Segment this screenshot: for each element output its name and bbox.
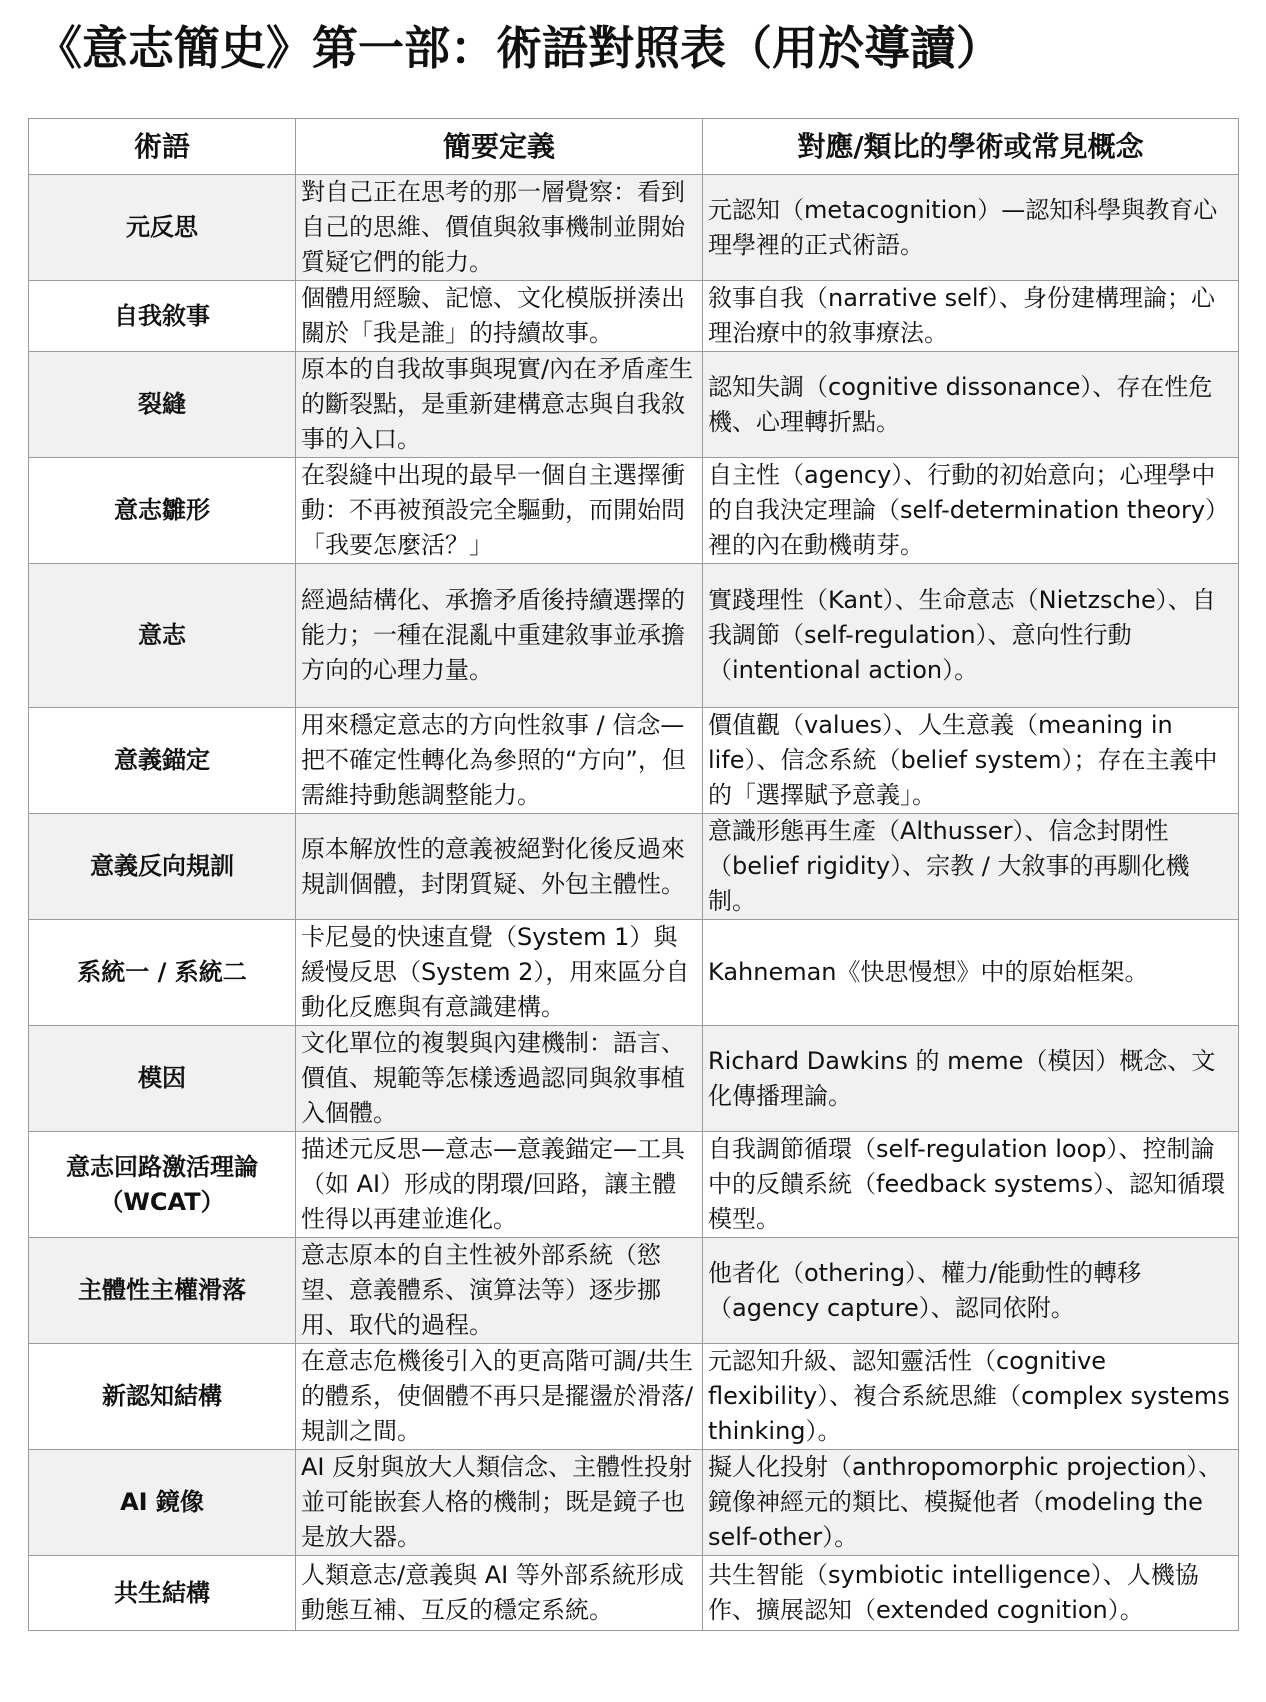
table-header-row [29,119,1239,175]
concept-cell: 意識形態再生產（Althusser）、信念封閉性（belief rigidity）、宗教 / 大敘事的再馴化機制。 [703,814,1239,920]
term-cell: 主體性主權滑落 [29,1238,296,1344]
table-row [29,1026,1239,1132]
table-row [29,175,1239,281]
concept-cell: Richard Dawkins 的 meme（模因）概念、文化傳播理論。 [703,1026,1239,1132]
table-row [29,352,1239,458]
term-cell: 意志回路激活理論（WCAT） [29,1132,296,1238]
term-cell: 意義錨定 [29,708,296,814]
definition-cell: 經過結構化、承擔矛盾後持續選擇的能力；一種在混亂中重建敘事並承擔方向的心理力量。 [296,564,703,708]
term-cell: 自我敘事 [29,281,296,352]
term-cell: 意志 [29,564,296,708]
definition-cell: 意志原本的自主性被外部系統（慾望、意義體系、演算法等）逐步挪用、取代的過程。 [296,1238,703,1344]
table-row [29,1344,1239,1450]
definition-cell: 文化單位的複製與內建機制：語言、價值、規範等怎樣透過認同與敘事植入個體。 [296,1026,703,1132]
definition-cell: 卡尼曼的快速直覺（System 1）與緩慢反思（System 2），用來區分自動化反應與有意識建構。 [296,920,703,1026]
definition-cell: AI 反射與放大人類信念、主體性投射並可能嵌套人格的機制；既是鏡子也是放大器。 [296,1450,703,1556]
concept-cell: 自主性（agency）、行動的初始意向；心理學中的自我決定理論（self-determination theory）裡的內在動機萌芽。 [703,458,1239,564]
concept-cell: 敘事自我（narrative self）、身份建構理論；心理治療中的敘事療法。 [703,281,1239,352]
definition-cell: 描述元反思—意志—意義錨定—工具（如 AI）形成的閉環/回路，讓主體性得以再建並進化。 [296,1132,703,1238]
definition-cell: 對自己正在思考的那一層覺察：看到自己的思維、價值與敘事機制並開始質疑它們的能力。 [296,175,703,281]
term-cell: 系統一 / 系統二 [29,920,296,1026]
term-cell: 意志雛形 [29,458,296,564]
term-cell: AI 鏡像 [29,1450,296,1556]
table-row [29,281,1239,352]
term-cell: 新認知結構 [29,1344,296,1450]
concept-cell: 自我調節循環（self-regulation loop）、控制論中的反饋系統（feedback systems）、認知循環模型。 [703,1132,1239,1238]
definition-cell: 原本解放性的意義被絕對化後反過來規訓個體，封閉質疑、外包主體性。 [296,814,703,920]
table-row [29,564,1239,708]
table-row [29,1450,1239,1556]
concept-cell: 認知失調（cognitive dissonance）、存在性危機、心理轉折點。 [703,352,1239,458]
concept-cell: 共生智能（symbiotic intelligence）、人機協作、擴展認知（extended cognition）。 [703,1556,1239,1631]
term-cell: 意義反向規訓 [29,814,296,920]
concept-cell: 他者化（othering）、權力/能動性的轉移（agency capture）、認同依附。 [703,1238,1239,1344]
header-term: 術語 [29,119,296,175]
concept-cell: 元認知（metacognition）—認知科學與教育心理學裡的正式術語。 [703,175,1239,281]
concept-cell: 價值觀（values）、人生意義（meaning in life）、信念系統（belief system）；存在主義中的「選擇賦予意義」。 [703,708,1239,814]
definition-cell: 在裂縫中出現的最早一個自主選擇衝動：不再被預設完全驅動，而開始問「我要怎麼活？」 [296,458,703,564]
concept-cell: Kahneman《快思慢想》中的原始框架。 [703,920,1239,1026]
table-row [29,814,1239,920]
table-row [29,920,1239,1026]
header-definition: 簡要定義 [296,119,703,175]
definition-cell: 人類意志/意義與 AI 等外部系統形成動態互補、互反的穩定系統。 [296,1556,703,1631]
term-cell: 裂縫 [29,352,296,458]
table-row [29,1556,1239,1631]
definition-cell: 用來穩定意志的方向性敘事 / 信念—把不確定性轉化為參照的“方向”，但需維持動態調整能力。 [296,708,703,814]
header-concept: 對應/類比的學術或常見概念 [703,119,1239,175]
table-row [29,1238,1239,1344]
definition-cell: 個體用經驗、記憶、文化模版拼湊出關於「我是誰」的持續故事。 [296,281,703,352]
term-cell: 共生結構 [29,1556,296,1631]
table-row [29,1132,1239,1238]
terminology-table [28,118,1239,1631]
concept-cell: 擬人化投射（anthropomorphic projection）、鏡像神經元的類比、模擬他者（modeling the self-other）。 [703,1450,1239,1556]
definition-cell: 原本的自我故事與現實/內在矛盾產生的斷裂點，是重新建構意志與自我敘事的入口。 [296,352,703,458]
table-row [29,458,1239,564]
term-cell: 元反思 [29,175,296,281]
page-title: 《意志簡史》第一部：術語對照表（用於導讀） [36,21,1002,75]
definition-cell: 在意志危機後引入的更高階可調/共生的體系，使個體不再只是擺盪於滑落/規訓之間。 [296,1344,703,1450]
concept-cell: 實踐理性（Kant）、生命意志（Nietzsche）、自我調節（self-regulation）、意向性行動（intentional action）。 [703,564,1239,708]
concept-cell: 元認知升級、認知靈活性（cognitive flexibility）、複合系統思維（complex systems thinking）。 [703,1344,1239,1450]
term-cell: 模因 [29,1026,296,1132]
table-row [29,708,1239,814]
